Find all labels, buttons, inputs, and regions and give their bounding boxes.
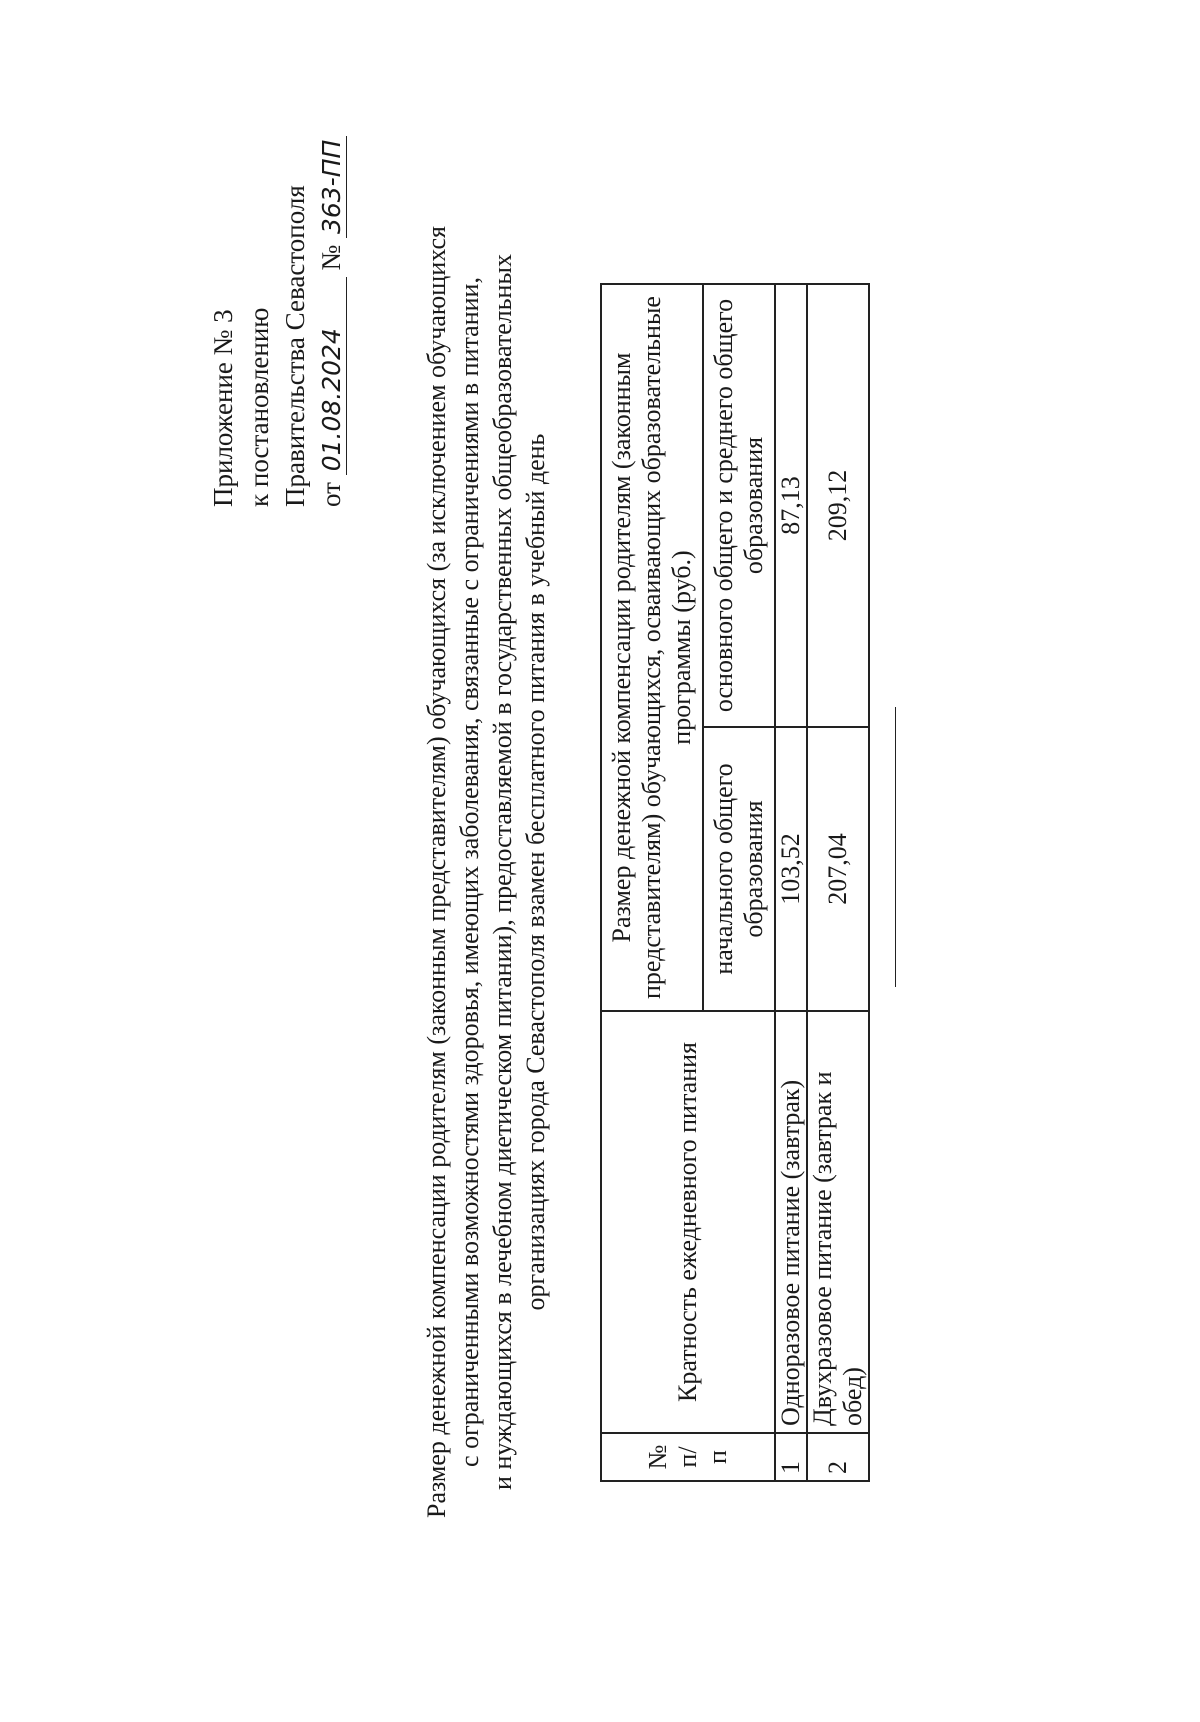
title-line-1: Размер денежной компенсации родителям (законным представителям) обучающихся (за исключением обучающихся xyxy=(422,226,451,1518)
closing-rule xyxy=(895,707,896,987)
appendix-number: Приложение № 3 xyxy=(208,309,238,507)
handwritten-date: 01.08.2024 xyxy=(318,277,347,475)
title-line-4: организациях города Севастополя взамен бесплатного питания в учебный день xyxy=(521,433,550,1311)
appendix-header xyxy=(205,136,349,507)
compensation-table xyxy=(600,283,870,1482)
header-primary-education: начального общего образования xyxy=(703,727,775,1011)
row-value-primary: 207,04 xyxy=(807,727,869,1011)
header-meal-frequency: Кратность ежедневного питания xyxy=(601,1011,775,1433)
from-prefix: от xyxy=(316,482,346,507)
row-meal-type: Одноразовое питание (завтрак) xyxy=(775,1011,807,1433)
header-num: № п/п xyxy=(601,1433,775,1481)
table-row xyxy=(807,284,869,1481)
title-line-2: с ограниченными возможностями здоровья, имеющих заболевания, связанные с ограничениями в питании, xyxy=(455,277,484,1467)
row-num: 2 xyxy=(807,1433,869,1481)
header-secondary-education: основного общего и среднего общего образования xyxy=(703,284,775,727)
row-value-primary: 103,52 xyxy=(775,727,807,1011)
title-line-3: и нуждающихся в лечебном диетическом питании), предоставляемой в государственных общеобразовательных xyxy=(488,254,517,1490)
handwritten-number: 363-ПП xyxy=(318,136,347,238)
row-value-secondary: 87,13 xyxy=(775,284,807,727)
table-header-row xyxy=(601,284,703,1481)
row-meal-type: Двухразовое питание (завтрак и обед) xyxy=(807,1011,869,1433)
header-compensation-group: Размер денежной компенсации родителям (законным представителям) обучающихся, осваивающих образовательные программы (руб.) xyxy=(601,284,703,1011)
table-row xyxy=(775,284,807,1481)
appendix-date-line xyxy=(313,136,349,507)
appendix-ref: к постановлению xyxy=(244,307,274,507)
document-title xyxy=(420,217,552,1527)
appendix-authority: Правительства Севастополя xyxy=(280,185,310,507)
number-prefix: № xyxy=(316,244,346,271)
row-value-secondary: 209,12 xyxy=(807,284,869,727)
row-num: 1 xyxy=(775,1433,807,1481)
